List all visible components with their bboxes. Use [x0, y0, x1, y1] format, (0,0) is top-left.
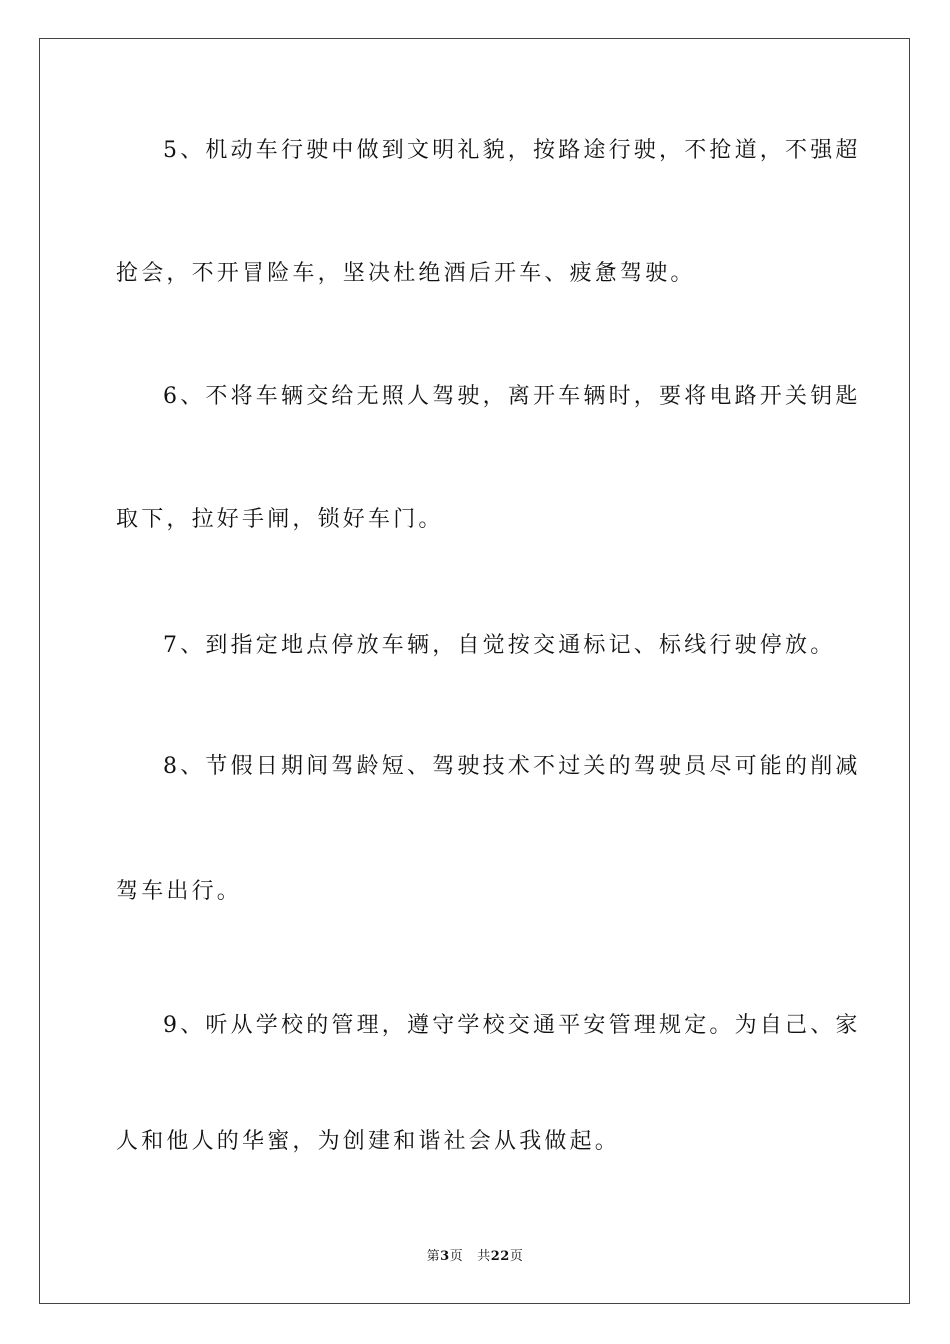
paragraph-7-line-1: 7、到指定地点停放车辆，自觉按交通标记、标线行驶停放。	[163, 633, 836, 658]
paragraph-9-line-2: 人和他人的华蜜，为创建和谐社会从我做起。	[116, 1129, 621, 1154]
page-border	[39, 38, 910, 1304]
footer-page-number: 3	[440, 1249, 450, 1264]
paragraph-6-line-2: 取下，拉好手闸，锁好车门。	[116, 507, 444, 532]
footer-total-pages: 22	[490, 1249, 510, 1264]
footer-total-prefix: 共	[477, 1249, 491, 1264]
paragraph-8-line-1: 8、节假日期间驾龄短、驾驶技术不过关的驾驶员尽可能的削减	[163, 754, 861, 779]
footer-page-prefix: 第	[426, 1249, 441, 1264]
paragraph-9-line-1: 9、听从学校的管理，遵守学校交通平安管理规定。为自己、家	[163, 1013, 861, 1038]
paragraph-5-line-1: 5、机动车行驶中做到文明礼貌，按路途行驶，不抢道，不强超	[163, 138, 861, 163]
footer-page-suffix: 页	[449, 1249, 464, 1264]
page-footer	[0, 1248, 950, 1266]
paragraph-5-line-2: 抢会，不开冒险车，坚决杜绝酒后开车、疲惫驾驶。	[116, 261, 696, 286]
paragraph-6-line-1: 6、不将车辆交给无照人驾驶，离开车辆时，要将电路开关钥匙	[163, 384, 861, 409]
paragraph-8-line-2: 驾车出行。	[116, 879, 243, 904]
footer-total-suffix: 页	[509, 1249, 524, 1264]
